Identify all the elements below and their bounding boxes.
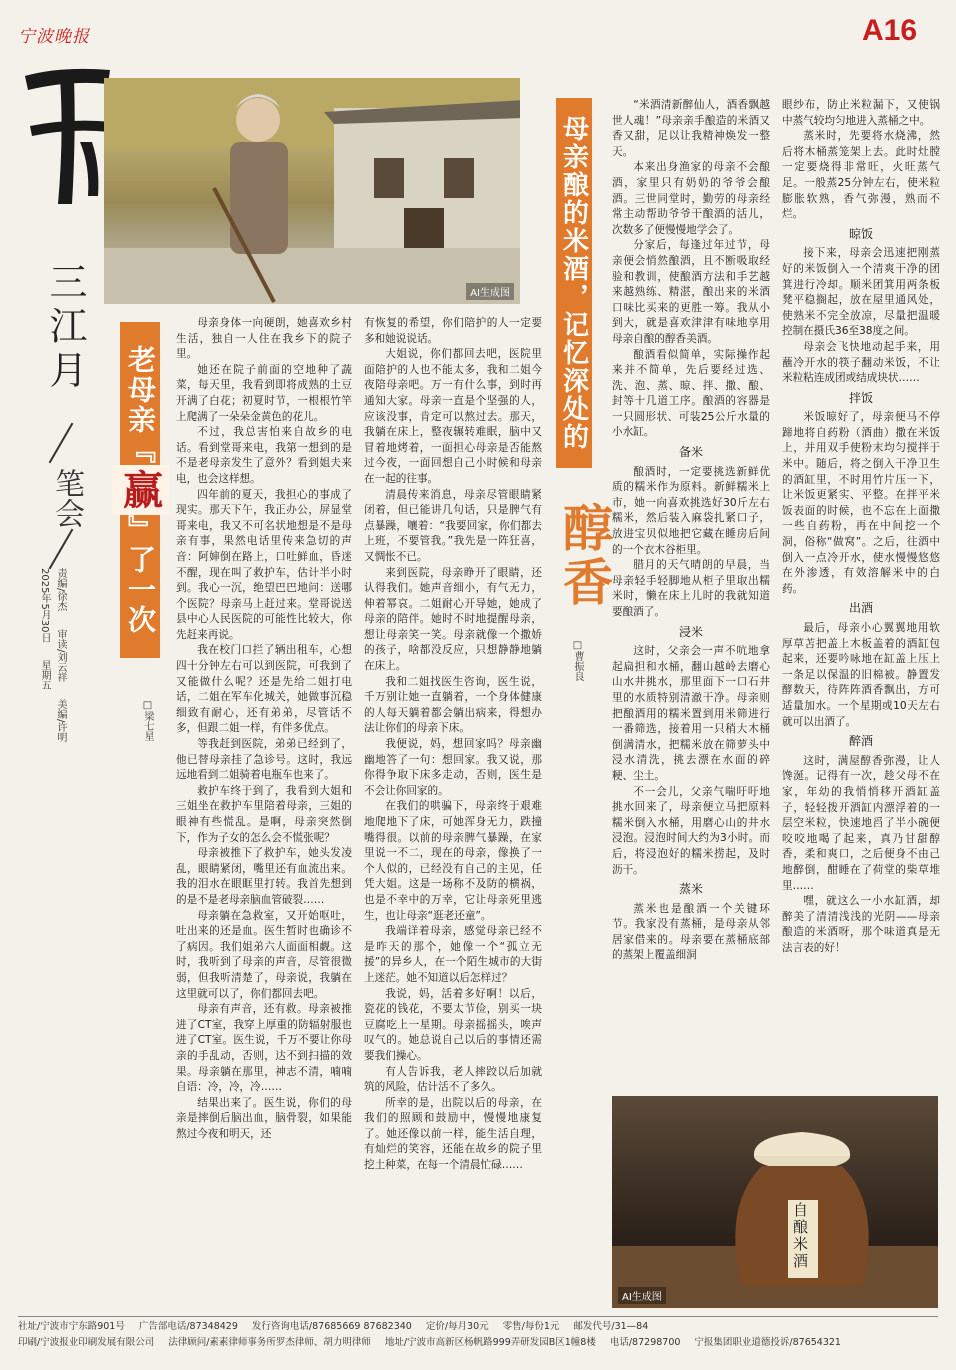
headline-emphasis: 赢 [112, 465, 169, 515]
designer: 美编/许明 [55, 699, 66, 743]
footer-item: 邮发代号/31—84 [573, 1321, 649, 1332]
paragraph: 蒸米也是酿酒一个关键环节。我家没有蒸桶，是母亲从邻居家借来的。母亲要在蒸桶底部的蒸架上覆盖细洞 [612, 902, 770, 962]
footer-item: 发行咨询电话/87685669 87682340 [251, 1321, 412, 1332]
article1-column1 [176, 316, 352, 1142]
paragraph: 母亲被推下了救护车，她头发凌乱，眼睛紧闭，嘴里还有血流出来。我的泪水在眼眶里打转。我首先想到的是不是老母亲脑血管破裂…… [176, 847, 352, 906]
paragraph: 蒸米时，先要将水烧沸，然后将木桶蒸笼架上去。此时灶膛一定要烧得非常旺，火旺蒸气足。一般蒸25分钟左右，使米粒膨胀软熟，香气弥漫，熟而不烂。 [782, 130, 940, 221]
paragraph: 四年前的夏天，我担心的事成了现实。那天下午，我正办公，屏显堂哥来电，我又不可名状地想是不是母亲有事，果然电话里传来急切的声音：阿婶倒在路上，口吐鲜血，昏迷不醒，现在叫了救护车，估计半小时到。我心一沉，绝望巴巴地问：送哪个医院？母亲马上赶过来。堂哥说送县中心人民医院的可能性比较大，你先赶来再说。 [176, 488, 352, 641]
photo-rice-wine-jar [612, 1096, 938, 1308]
photo-illustration [104, 78, 520, 304]
headline-post: 』了一次 [124, 515, 157, 635]
paragraph: 有恢复的希望，你们陪护的人一定要多和她说说话。 [364, 317, 542, 345]
section-heading: 晾饭 [848, 226, 873, 241]
paragraph: 酿酒时，一定要挑选新鲜优质的糯米作为原料。新鲜糯米上市，她一向喜欢挑选好30斤左右糯米，然后装入麻袋扎紧口子，放进宝贝似地把它藏在睡房后间的一个衣木谷柜里。 [612, 465, 770, 556]
paragraph: 来到医院，母亲睁开了眼睛，还认得我们。她声音细小，有气无力，伸着幂哀。二姐耐心开导她，她成了母亲的陪伴。她时不时地提醒母亲，想让母亲笑一笑。母亲就像一个撒娇的孩子，啥都没反应，只想静静地躺在床上。 [364, 566, 542, 673]
paragraph: 我和二姐找医生咨询，医生说，千万别让她一直躺着，一个身体健康的人每天躺着都会躺出病来，得想办法让你们的母亲下床。 [364, 675, 542, 735]
paragraph: 酿酒看似简单，实际操作起来并不简单，先后要经过选、洗、泡、蒸、晾、拌、撒、酿、封等十几道工序。酿酒的容器是一只圆形状、可装25公斤水量的小水缸。 [612, 348, 770, 439]
paragraph: 我端详着母亲，感觉母亲已经不是昨天的那个，她像一个“孤立无援”的异乡人，在一个陌生城市的大街上迷茫。她不知道以后怎样过？ [364, 925, 542, 984]
issue-date [38, 568, 51, 868]
reviewer: 审读/刘云祥 [55, 628, 66, 682]
newspaper-logo: 宁波晚报 [18, 27, 90, 47]
paragraph: 等我赶到医院，弟弟已经到了，他已替母亲挂了急诊号。这时，我远远地看到二姐骑着电瓶车也来了。 [176, 738, 352, 782]
page-number: A16 [862, 14, 918, 47]
jar-label: 自酿米酒 [791, 1202, 809, 1270]
section-heading: 拌饭 [848, 390, 873, 405]
article2-column1 [612, 98, 770, 964]
paragraph: 有人告诉我，老人摔跤以后加就筑的风险，估计活不了多久。 [364, 1065, 542, 1094]
article2-headline: 母亲酿的米酒，记忆深处的 [556, 98, 592, 468]
paragraph: 嘿，就这么一小水缸酒，却醉美了清清浅浅的光阴——母亲酿造的米酒呀，那个味道真是无法言表的好！ [782, 895, 940, 954]
paragraph: 眼纱布，防止米粒漏下，又使锅中蒸气较均匀地进入蒸桶之中。 [782, 99, 940, 127]
footer-item: 定价/每月30元 [425, 1321, 489, 1332]
paragraph: 我说，妈，活着多好啊！以后，瓷花的钱花，不要太节俭，别买一块豆腐吃上一星期。母亲摇摇头，唉声叹气的。她总说自己以后的事情还需要我们操心。 [364, 987, 542, 1062]
title-slash [49, 423, 74, 464]
paragraph: 我便说，妈，想回家吗？母亲幽幽地答了一句：想回家。我又说，那你得争取下床多走动，否则，医生是不会让你回家的。 [364, 738, 542, 797]
subtitle-slash [49, 529, 74, 570]
weekday: 星期五 [39, 659, 50, 690]
ai-generated-label: AI生成图 [466, 283, 514, 300]
date: 2025年5月30日 [39, 568, 50, 643]
section-heading: 浸米 [678, 624, 703, 639]
paragraph: 救护车终于到了，我看到大姐和三姐坐在救护车里陪着母亲，三姐的眼神有些慌乱。是啊，母亲突然倒下，作为子女的怎么会不慌张呢？ [176, 784, 352, 844]
editor: 责编/徐杰 [55, 568, 66, 612]
footer [18, 1316, 938, 1351]
paragraph: 母亲会飞快地动起手来，用蘸冷开水的筷子翻动米饭，不让米粒粘连成团或结成块状…… [782, 340, 940, 385]
footer-item: 电话/87298700 [609, 1337, 681, 1348]
paragraph: 在我们的哄骗下，母亲终于艰难地爬地下了床，可她浑身无力，跌撞嘴得很。以前的母亲脾气暴躁，在家里说一不二，现在的母亲，像换了一个人似的，已经没有自己的主见，任凭大姐。这是一场称不及防的横祸，也是不幸中的万幸，它让母亲死里逃生，也让母亲“逛老还童”。 [364, 800, 542, 922]
footer-item: 广告部电话/87348429 [138, 1321, 238, 1332]
article2-column2 [782, 98, 940, 956]
article2-headline-emphasis: 醇香 [555, 502, 614, 610]
footer-item: 社址/宁波市宁东路901号 [18, 1321, 125, 1332]
jar-illustration [612, 1096, 938, 1308]
paragraph: 本来出身渔家的母亲不会酿酒，家里只有奶奶的爷爷会酿酒。三世同堂时，勤劳的母亲经常主动帮助爷爷干酿酒的活儿，次数多了便慢慢地学会了。 [612, 161, 770, 236]
section-heading: 出酒 [848, 601, 873, 616]
paragraph: 这时，父亲会一声不吭地拿起扁担和水桶，翻山越岭去磨心山水井挑水，那里面下一口石井里的水质特别清澈干净。母亲则把酿酒用的糯米置到用米筛进行一番筛选，接着用一只稍大木桶倒满清水，把糯米放在筛萝头中浸水清洗，挑去漂在水面的碎粳、尘土。 [612, 645, 770, 782]
paragraph: 结果出来了。医生说，你们的母亲是摔倒后脑出血，脑骨裂，如果能熬过今夜和明天，还 [176, 1096, 352, 1140]
paragraph: 这时，满屋醇香弥漫，让人馋涎。记得有一次，趁父母不在家，年幼的我悄悄移开酒缸盖子，轻轻拨开酒缸内漂浮着的一层空米粒，快速地舀了半小碗便咬咬地喝了起来，真乃甘甜醇香，柔和爽口，之后便身不由己地醉倒，酣睡在了荷堂的柴草堆里…… [782, 754, 940, 892]
paragraph: 母亲有声音，还有救。母亲被推进了CT室，我穿上厚重的防辐射服也进了CT室。医生说，千万不要让你母亲的手乱动，否则，达不到扫描的效果。母亲躺在那里，神志不清，喃喃自语：冷，冷，冷…… [176, 1003, 352, 1094]
footer-item: 宁报集团职业道德投诉/87654321 [694, 1337, 841, 1348]
article1-headline [116, 322, 164, 658]
paragraph: 最后，母亲小心翼翼地用软厚草苫把盖上木板盖着的酒缸包起来，还要吟咏地在缸盖上压上一条足以保温的旧棉被。静置发酵数天，待阵阵酒香飘出，方可适量加水。一个星期或10天左右就可以出酒了。 [782, 622, 940, 728]
footer-row [18, 1319, 938, 1335]
photo-elderly-woman-farming [104, 78, 520, 304]
ai-generated-label: AI生成图 [618, 1287, 666, 1304]
footer-item: 地址/宁波市高新区杨帆路999弄研发园B区1幢8楼 [384, 1337, 596, 1348]
headline-pre: 老母亲『 [124, 345, 157, 465]
paragraph: 米饭晾好了，母亲便马不停蹄地将自药粉（酒曲）撒在米饭上，并用双手使粉末均匀搅拌于米中。随后，将之倒入干净卫生的酒缸里，不时用竹片压一下，让米饭更紧实、平整。在拌平米饭表面的时候，也不忘在上面撒一些自药粉，再在中间挖一个洞，俗称“做窝”。之后，往酒中倒入一点冷开水，使水慢慢悠悠在外渗透，有效溶解米中的白药。 [782, 411, 940, 595]
paragraph: “米酒清新醉仙人，酒香飘越世人魂！”母亲亲手酿造的米酒又香又甜，足以让我精神焕发一整天。 [612, 99, 770, 158]
paragraph: 不过，我总害怕来自故乡的电话。看到堂哥来电，我第一想到的是不是老母亲发生了意外？看到姐夫来电，也会这样想。 [176, 426, 352, 485]
article1-author: □梁七星 [142, 700, 153, 741]
editor-credits [54, 568, 67, 868]
section-heading: 醉酒 [848, 734, 873, 749]
paragraph: 母亲身体一向硬朗，她喜欢乡村生活，独自一人住在我乡下的院子里。 [176, 317, 352, 361]
paragraph: 母亲躺在急救室，又开始呕吐，吐出来的还是血。医生暂时也确诊不了病因。我们姐弟六人面面相觑。这时，我听到了母亲的声音，尽管很微弱，但我听清楚了，母亲说，我躺在这里就可以了，你们都回去吧。 [176, 909, 352, 1000]
paragraph: 分家后，每逢过年过节，母亲便会悄然酿酒，且不断吸取经验和教训，使酿酒方法和手艺越来越熟练、精湛，酿出来的米酒口味比买来的更胜一筹。我从小到大，就是喜欢津津有味地享用母亲自酿的醇香美酒。 [612, 239, 770, 345]
paragraph: 接下来，母亲会迅速把刚蒸好的米饭倒入一个清爽干净的团箕进行冷却。顺米团箕用两条板凳平稳搁起，放在屋里通风处，使熟米不完全放凉，尽量把温暖控制在摄氏36至38度之间。 [782, 247, 940, 338]
section-heading: 备米 [678, 445, 703, 460]
footer-item: 印刷/宁波报业印刷发展有限公司 [18, 1337, 155, 1348]
footer-row [18, 1335, 938, 1351]
section-heading: 蒸米 [678, 882, 703, 897]
column-subtitle: 笔会 [49, 468, 84, 528]
paragraph: 清晨传来消息，母亲尽管眼睛紧闭着，但已能讲几句话，只是脾气有点暴躁，嚷着：“我要回家，你们都去上班，不要管我。”我先是一阵狂喜，又惆怅不已。 [364, 488, 542, 563]
paragraph: 大姐说，你们都回去吧，医院里面陪护的人也不能太多，我和二姐今夜陪母亲吧。万一有什么事，到时再通知大家。母亲一直是个坚强的人，应该没事，肯定可以熬过去。那天，我躺在床上，整夜辗转难眠，脑中又冒着地烤着，一面担心母亲是否能熬过今夜，一面回想自己小时候和母亲在一起的往事。 [364, 348, 542, 485]
paragraph: 我在校门口拦了辆出租车，心想四十分钟左右可以到医院，可我到了又能做什么呢？还是先给二姐打电话，二姐在军车化城关，她做事沉稳细致有耐心，还有弟弟，尽管话不多，但跟二姐一样，有伴多优点。 [176, 644, 352, 735]
paragraph: 不一会儿，父亲气喘吁吁地挑水回来了，母亲便立马把原料糯米倒入水桶，用磨心山的井水浸泡。浸泡时间大约为3小时。而后，将浸泡好的糯米捞起，及时沥干。 [612, 785, 770, 876]
paragraph: 她还在院子前面的空地种了蔬菜，每天里，我看到即将成熟的土豆开满了白花；初夏时节，一根根竹竿上爬满了一朵朵金黄色的花儿。 [176, 363, 352, 423]
paragraph: 腊月的天气晴朗的早晨，当母亲轻手轻脚地从柜子里取出糯米时，懒在床上儿时的我就知道要酿酒了。 [612, 559, 770, 618]
paragraph: 所幸的是，出院以后的母亲，在我们的照顾和鼓励中，慢慢地康复了。她还像以前一样，能生活自理，有灿烂的笑容，还能在故乡的院子里挖土种菜，在每一个清晨忙碌…… [364, 1096, 542, 1172]
footer-item: 法律顾问/素素律师事务所罗杰律师、胡力明律师 [168, 1337, 371, 1348]
footer-item: 零售/每份1元 [502, 1321, 560, 1332]
article2-author: □曹振良 [572, 640, 583, 681]
column-title: 三江月 [43, 262, 87, 394]
article1-column2 [364, 316, 542, 1174]
